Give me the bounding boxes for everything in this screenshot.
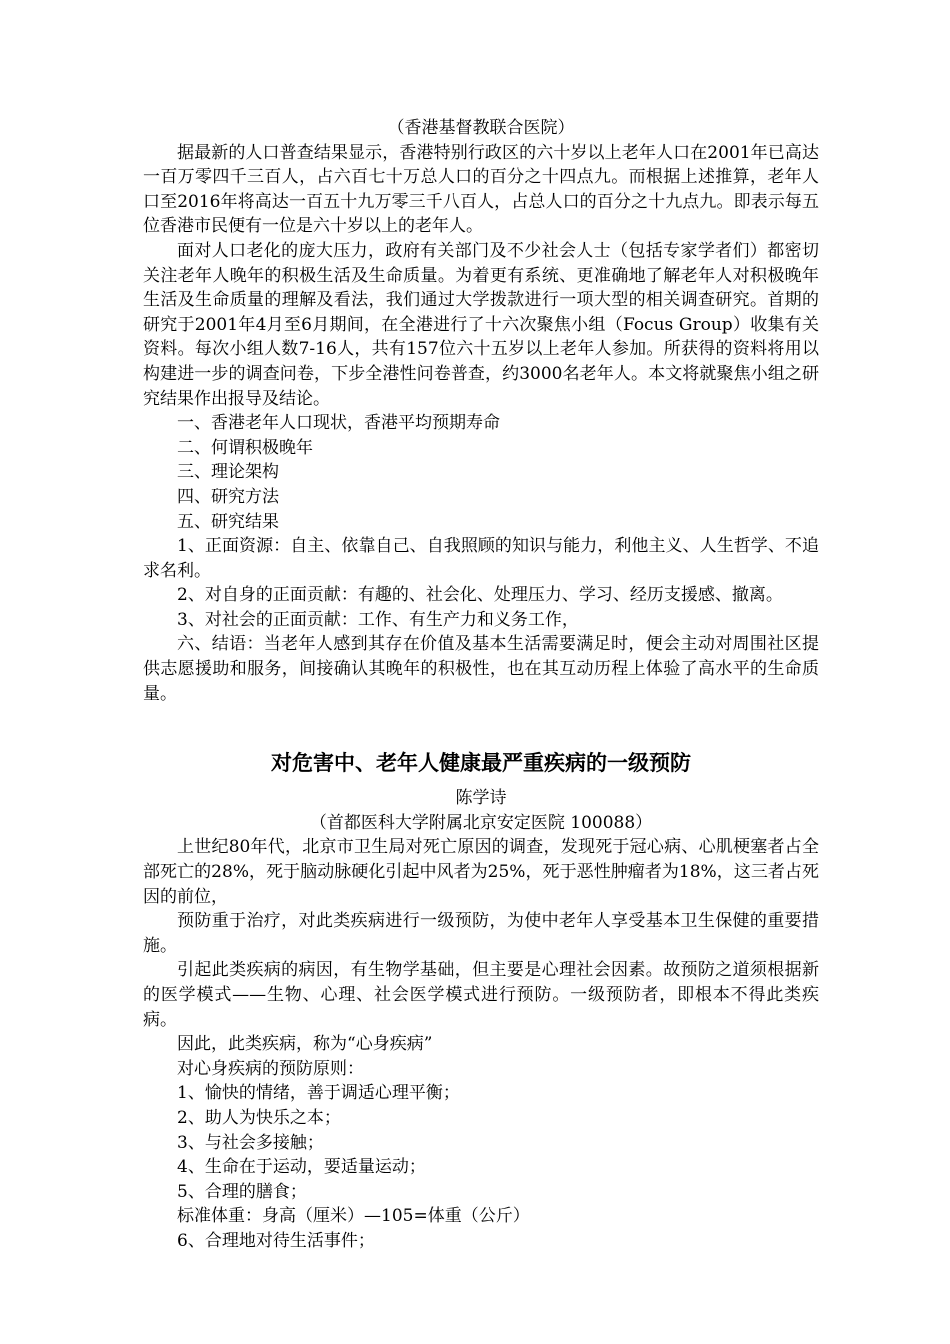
principle-item: 5、合理的膳食； [177,1181,307,1202]
article-title: 对危害中、老年人健康最严重疾病的一级预防 [271,751,691,776]
outline-item: 三、理论架构 [177,462,279,483]
conclusion-paragraph: 六、结语：当老年人感到其存在价值及基本生活需要满足时，便会主动对周围社区提供志愿援助和服务，间接确认其晚年的积极性，也在其互动历程上体验了高水平的生命质量。 [143,634,819,704]
outline-item: 四、研究方法 [177,486,279,507]
paragraph: 对心身疾病的预防原则： [177,1058,364,1079]
paragraph: 上世纪80年代，北京市卫生局对死亡原因的调查，发现死于冠心病、心肌梗塞者占全部死亡的28%，死于脑动脉硬化引起中风者为25%，死于恶性肿瘤者为18%，这三者占死因的前位， [143,837,819,907]
outline-item: 五、研究结果 [177,511,279,532]
paragraph: 预防重于治疗，对此类疾病进行一级预防，为使中老年人享受基本卫生保健的重要措施。 [143,911,819,956]
paragraph: 据最新的人口普查结果显示，香港特别行政区的六十岁以上老年人口在2001年已高达一百万零四千三百人，占六百七十万总人口的百分之十四点九。而根据上述推算，老年人口至2016年将高达一百五十九万零三千八百人，占总人口的百分之十九点九。即表示每五位香港市民便有一位是六十岁以上的老年人。 [143,142,819,237]
principle-item: 6、合理地对待生活事件； [177,1230,375,1251]
result-item: 3、对社会的正面贡献：工作、有生产力和义务工作， [177,609,579,630]
formula-line: 标准体重：身高（厘米）—105=体重（公斤） [177,1206,530,1227]
section1-affiliation: （香港基督教联合医院） [387,118,575,138]
result-item: 1、正面资源：自主、依靠自己、自我照顾的知识与能力，利他主义、人生哲学、不追求名利。 [143,536,819,581]
paragraph: 面对人口老化的庞大压力，政府有关部门及不少社会人士（包括专家学者们）都密切关注老年人晚年的积极生活及生命质量。为着更有系统、更准确地了解老年人对积极晚年生活及生命质量的理解及看法，我们通过大学拨款进行一项大型的相关调查研究。首期的研究于2001年4月至6月期间，在全港进行了十六次聚焦小组（Focus Group）收集有关资料。每次小组人数7-16人，共有157位六十五岁以上老年人参加。所获得的资料将用以构建进一步的调查问卷，下步全港性问卷普查，约3000名老年人。本文将就聚焦小组之研究结果作出报导及结论。 [143,240,819,409]
principle-item: 4、生命在于运动，要适量运动； [177,1157,426,1178]
principle-item: 2、助人为快乐之本； [177,1107,341,1128]
outline-item: 二、何谓积极晚年 [177,437,313,458]
principle-item: 1、愉快的情绪，善于调适心理平衡； [177,1083,460,1104]
paragraph: 因此，此类疾病，称为“心身疾病” [177,1034,433,1055]
result-item: 2、对自身的正面贡献：有趣的、社会化、处理压力、学习、经历支援感、撤离。 [177,585,783,606]
article-author: 陈学诗 [455,788,507,809]
principle-item: 3、与社会多接触； [177,1132,324,1153]
document-body [143,116,819,1254]
article-affiliation: （首都医科大学附属北京安定医院 100088） [309,812,653,833]
outline-item: 一、香港老年人口现状，香港平均预期寿命 [177,413,500,434]
paragraph: 引起此类疾病的病因，有生物学基础，但主要是心理社会因素。故预防之道须根据新的医学模式——生物、心理、社会医学模式进行预防。一级预防者，即根本不得此类疾病。 [143,960,819,1030]
